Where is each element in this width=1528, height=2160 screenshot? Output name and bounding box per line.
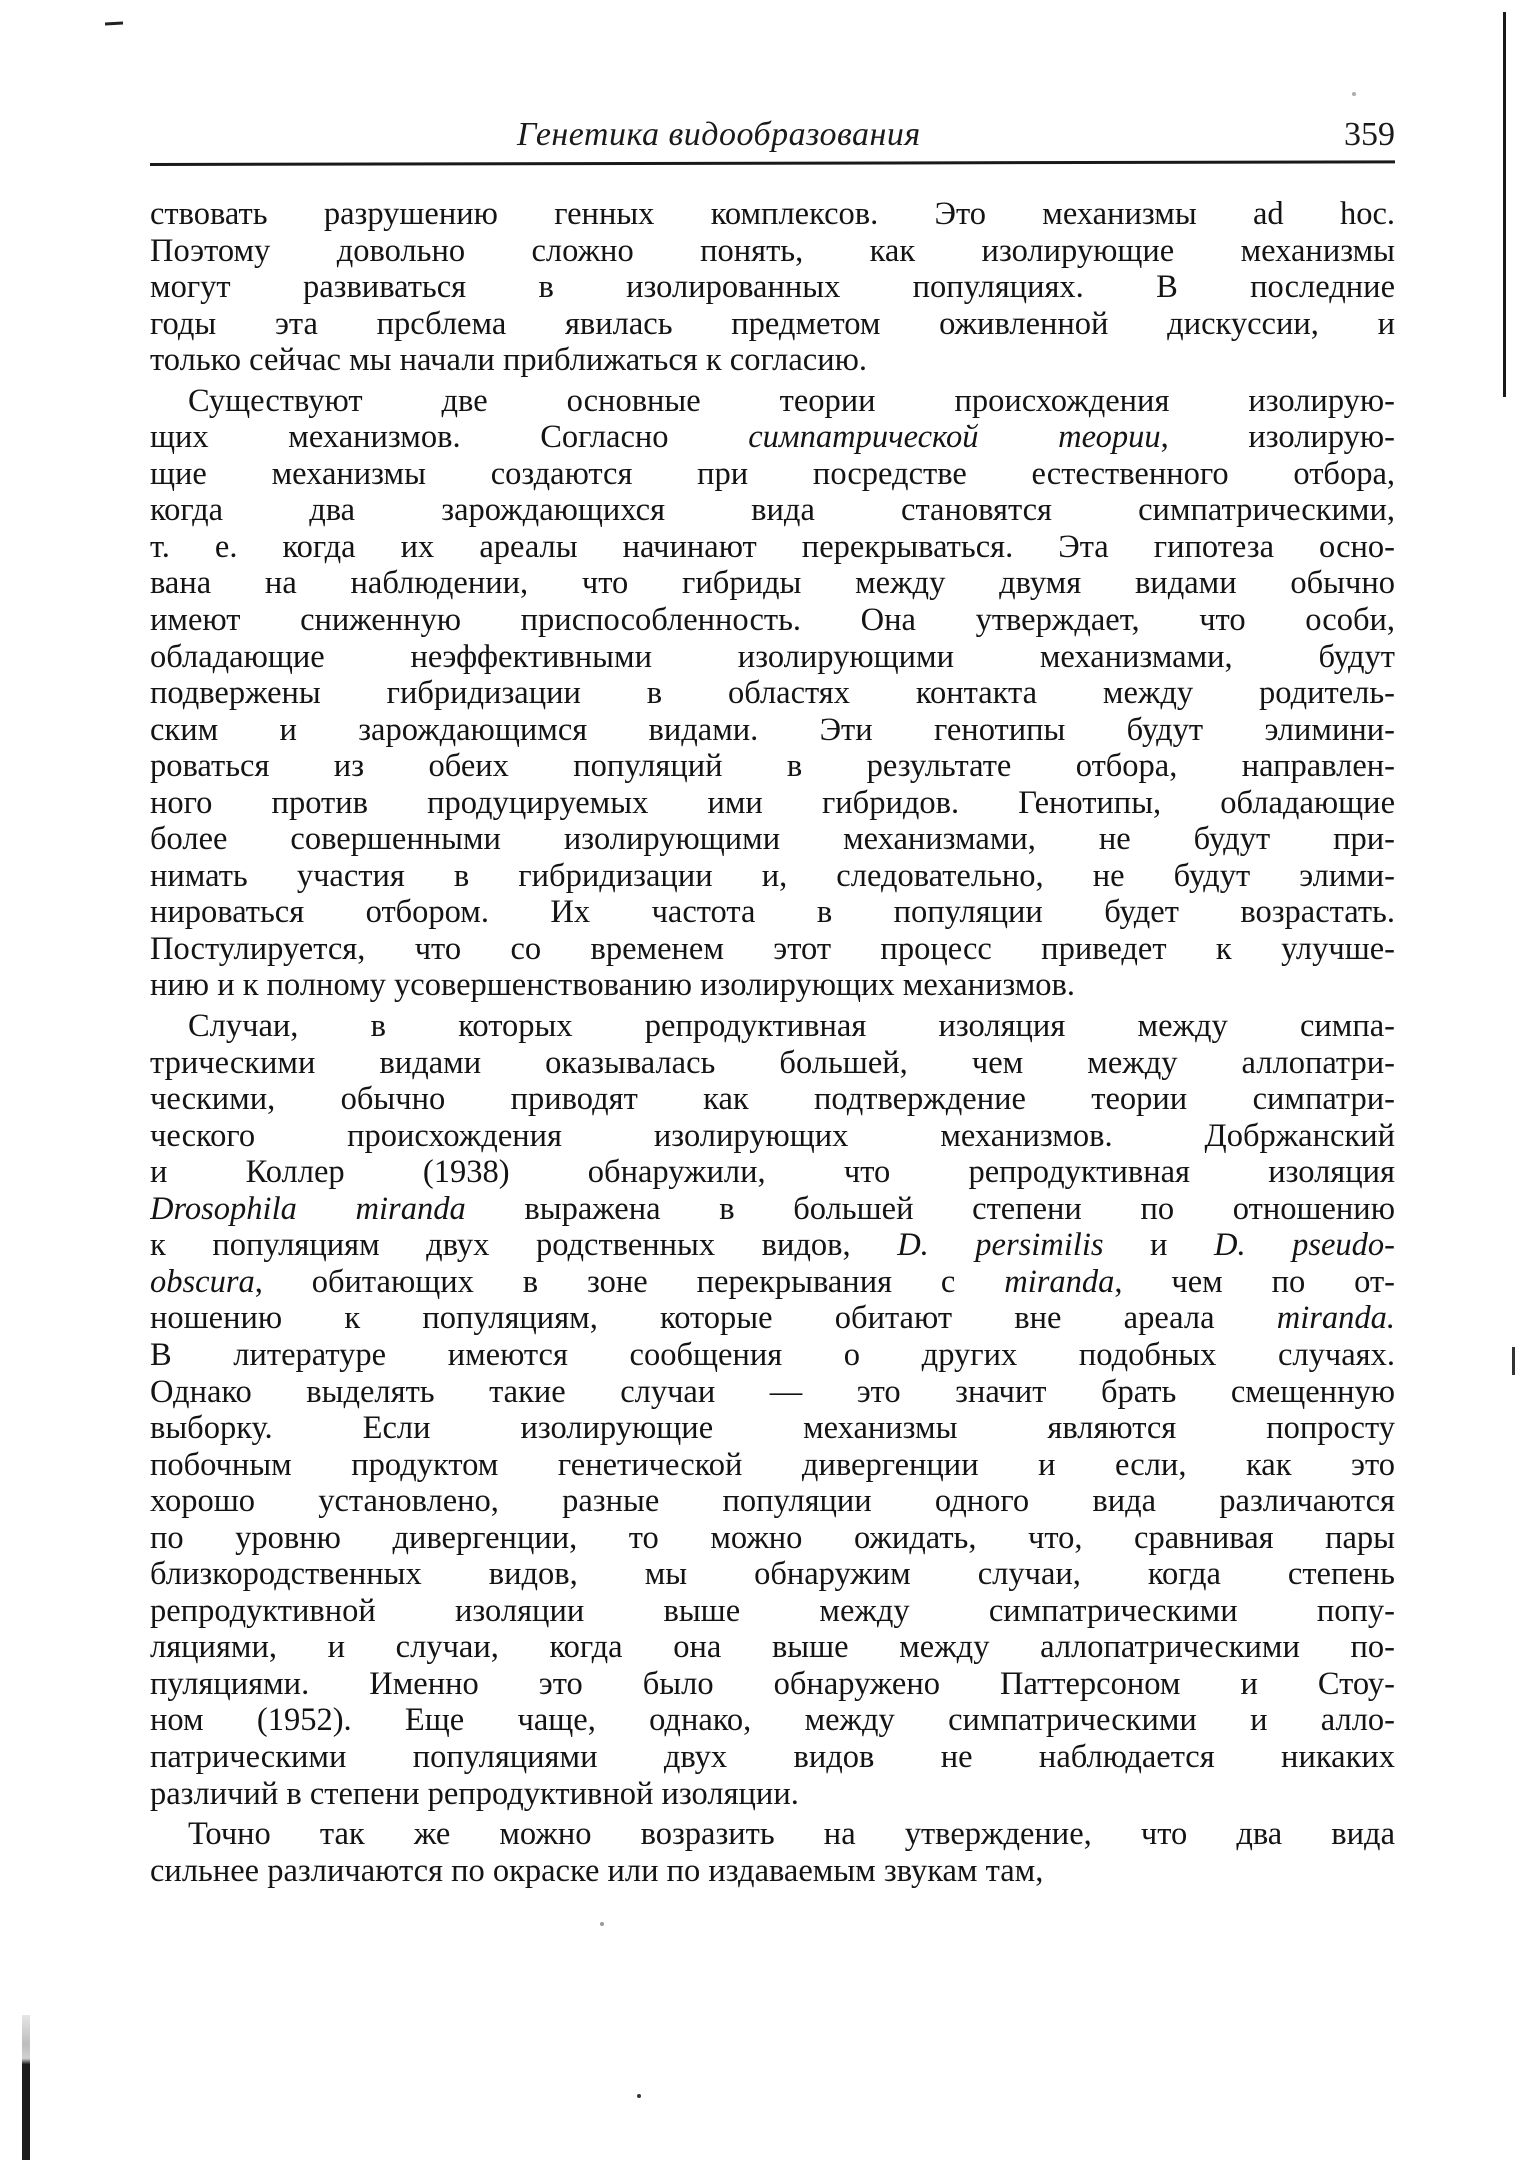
text-line: различий в степени репродуктивной изоляции. <box>150 1775 799 1812</box>
running-header <box>150 112 1395 160</box>
text-line: могут развиваться в изолированных популяциях. В последние <box>150 269 1395 306</box>
text-line: только сейчас мы начали приближаться к согласию. <box>150 342 868 379</box>
text-line: нироваться отбором. Их частота в популяции будет возрастать. <box>150 894 1395 931</box>
speck <box>600 1922 604 1926</box>
text-line: ским и зарождающимся видами. Эти генотипы будут элимини- <box>150 711 1395 748</box>
text-line: Drosophila miranda выражена в большей степени по отношению <box>150 1190 1395 1227</box>
text-line: вана на наблюдении, что гибриды между двумя видами обычно <box>150 565 1395 602</box>
text-line: щих механизмов. Согласно симпатрической теории, изолирую- <box>150 419 1395 456</box>
speck <box>1352 92 1356 96</box>
text-line: пуляциями. Именно это было обнаружено Паттерсоном и Стоу- <box>150 1665 1395 1702</box>
margin-mark <box>1512 1347 1515 1375</box>
text-line: ного против продуцируемых ими гибридов. Генотипы, обладающие <box>150 784 1395 821</box>
italic-term: Drosophila miranda <box>150 1190 466 1227</box>
text-line: Постулируется, что со временем этот процесс приведет к улучше- <box>150 930 1395 967</box>
text-line: щие механизмы создаются при посредстве естественного отбора, <box>150 455 1395 492</box>
text-line: ствовать разрушению генных комплексов. Это механизмы ad hoc. <box>150 196 1395 232</box>
text-line: нимать участия в гибридизации и, следовательно, не будут элими- <box>150 857 1395 894</box>
page-number: 359 <box>1344 116 1395 153</box>
paragraph <box>150 383 1395 1004</box>
text-line: т. е. когда их ареалы начинают перекрываться. Эта гипотеза осно- <box>150 528 1395 565</box>
text-line: ном (1952). Еще чаще, однако, между симпатрическими и алло- <box>150 1702 1395 1739</box>
paragraph <box>150 196 1395 379</box>
text-line: Случаи, в которых репродуктивная изоляция между симпа- <box>188 1008 1395 1045</box>
text-line: к популяциям двух родственных видов, D. persimilis и D. pseudo- <box>150 1227 1395 1264</box>
running-title: Генетика видообразования <box>517 116 921 153</box>
text-line: Существуют две основные теории происхождения изолирую- <box>188 382 1395 419</box>
text-line: ношению к популяциям, которые обитают вне ареала miranda. <box>150 1300 1395 1337</box>
paragraph <box>150 1816 1395 1889</box>
text-line: трическими видами оказывалась большей, чем между аллопатри- <box>150 1044 1395 1081</box>
text-line: В литературе имеются сообщения о других подобных случаях. <box>150 1336 1395 1373</box>
text-line: ляциями, и случаи, когда она выше между аллопатрическими по- <box>150 1629 1395 1666</box>
speck <box>637 2094 641 2098</box>
text-line: Точно так же можно возразить на утверждение, что два вида <box>188 1816 1395 1853</box>
text-line: Поэтому довольно сложно понять, как изолирующие механизмы <box>150 232 1395 269</box>
text-line: побочным продуктом генетической дивергенции и если, как это <box>150 1446 1395 1483</box>
text-line: годы эта прсблема явилась предметом оживленной дискуссии, и <box>150 305 1395 342</box>
text-line: когда два зарождающихся вида становятся симпатрическими, <box>150 492 1395 529</box>
text-line: нию и к полному усовершенствованию изолирующих механизмов. <box>150 967 1076 1004</box>
text-line: хорошо установлено, разные популяции одного вида различаются <box>150 1483 1395 1520</box>
paragraph <box>150 1008 1395 1812</box>
body-text <box>150 196 1395 1893</box>
text-line: Однако выделять такие случаи — это значит брать смещенную <box>150 1373 1395 1410</box>
text-line: сильнее различаются по окраске или по издаваемым звукам там, <box>150 1852 1044 1889</box>
italic-term: D. persimilis <box>897 1227 1104 1264</box>
page-edge-line <box>1503 12 1506 397</box>
scan-mark <box>105 22 123 26</box>
text-line: выборку. Если изолирующие механизмы являются попросту <box>150 1410 1395 1447</box>
text-line: и Коллер (1938) обнаружили, что репродуктивная изоляция <box>150 1154 1395 1191</box>
text-line: ческого происхождения изолирующих механизмов. Добржанский <box>150 1117 1395 1154</box>
italic-term: obscura <box>150 1263 255 1300</box>
italic-term: D. pseudo- <box>1213 1227 1395 1264</box>
text-line: подвержены гибридизации в областях контакта между родитель- <box>150 675 1395 712</box>
text-line: близкородственных видов, мы обнаружим случаи, когда степень <box>150 1556 1395 1593</box>
text-line: имеют сниженную приспособленность. Она утверждает, что особи, <box>150 602 1395 639</box>
text-line: обладающие неэффективными изолирующими механизмами, будут <box>150 638 1395 675</box>
italic-term: miranda. <box>1276 1300 1395 1337</box>
header-rule <box>150 160 1395 166</box>
italic-term: симпатрической теории <box>748 419 1161 456</box>
text-line: ческими, обычно приводят как подтверждение теории симпатри- <box>150 1081 1395 1118</box>
italic-term: miranda <box>1004 1263 1115 1300</box>
text-line: obscura, обитающих в зоне перекрывания с miranda, чем по от- <box>150 1263 1395 1300</box>
text-line: более совершенными изолирующими механизмами, не будут при- <box>150 821 1395 858</box>
text-line: по уровню дивергенции, то можно ожидать, что, сравнивая пары <box>150 1519 1395 1556</box>
text-line: роваться из обеих популяций в результате отбора, направлен- <box>150 748 1395 785</box>
text-line: патрическими популяциями двух видов не наблюдается никаких <box>150 1738 1395 1775</box>
text-line: репродуктивной изоляции выше между симпатрическими попу- <box>150 1592 1395 1629</box>
binding-shadow <box>22 2015 30 2160</box>
